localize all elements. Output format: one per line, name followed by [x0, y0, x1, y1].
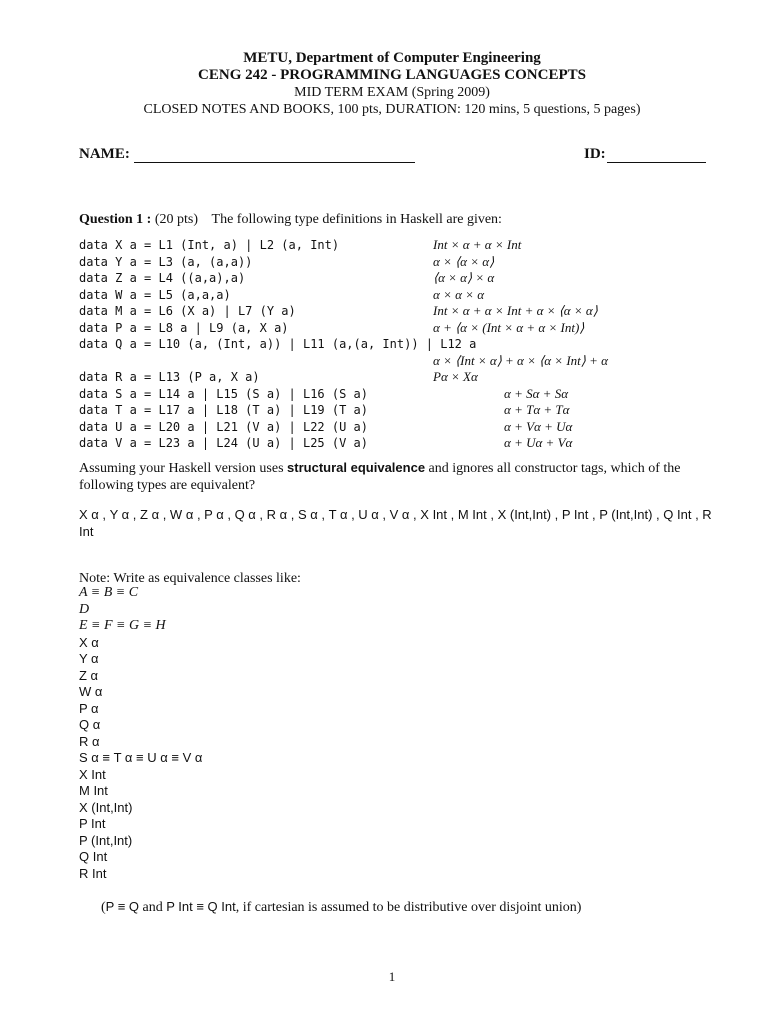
definition-type: Pα × Xα — [433, 369, 478, 384]
definition-type: α + Vα + Uα — [504, 418, 573, 434]
exam-rules: CLOSED NOTES AND BOOKS, 100 pts, DURATION: 120 mins, 5 questions, 5 pages) — [143, 102, 641, 117]
answer-line: X α — [79, 634, 99, 650]
answer-line: Q Int — [79, 849, 108, 864]
name-field-line[interactable] — [134, 162, 415, 163]
definition-type: ⟨α × α⟩ × α — [433, 270, 495, 285]
definition-type: α + Tα + Tα — [504, 402, 570, 417]
definition-code: data S a = L14 a | L15 (S a) | L16 (S a) — [79, 386, 368, 401]
page-number: 1 — [388, 969, 396, 984]
definition-row — [79, 287, 719, 304]
exam-title: MID TERM EXAM (Spring 2009) — [294, 85, 490, 100]
answer-line: Z α — [79, 667, 99, 683]
definition-code: data P a = L8 a | L9 (a, X a) — [79, 320, 289, 335]
definition-row — [79, 336, 719, 353]
question-heading — [79, 212, 502, 228]
prompt-pre: Assuming your Haskell version uses — [79, 461, 288, 476]
definition-row — [79, 435, 719, 452]
footnote-open: ( — [101, 900, 106, 915]
id-label: ID: — [584, 146, 606, 162]
answer-line: S α ≡ T α ≡ U α ≡ V α — [79, 750, 203, 765]
definition-row — [79, 270, 719, 287]
prompt-strong: structural equivalence — [287, 460, 426, 475]
id-field-line[interactable] — [607, 162, 706, 163]
definition-type: α + Sα + Sα — [504, 385, 569, 401]
definition-type: α × ⟨α × α⟩ — [433, 253, 495, 269]
definition-code: data X a = L1 (Int, a) | L2 (a, Int) — [79, 238, 340, 252]
definition-code: data Z a = L4 ((a,a),a) — [79, 271, 246, 285]
question-points: (20 pts) — [154, 212, 199, 227]
definition-row — [79, 353, 719, 370]
definition-type: α + Uα + Vα — [504, 435, 573, 450]
footnote-expr1: P ≡ Q — [105, 899, 140, 914]
name-label: NAME: — [79, 146, 130, 162]
answer-line: Q α — [79, 717, 101, 732]
type-list: X α , Y α , Z α , W α , P α , Q α , R α , S α , T α , U α , V α , X Int , M Int , X (Int,Int) , P Int , P (Int,Int) , Q Int , R Int — [79, 507, 712, 539]
answer-line: P Int — [79, 816, 106, 831]
footnote-expr2: P Int ≡ Q Int — [166, 899, 236, 914]
answer-line: Y α — [79, 651, 99, 666]
exam-header — [0, 50, 768, 118]
footnote-and: and — [139, 900, 167, 915]
course-title: CENG 242 - PROGRAMMING LANGUAGES CONCEPTS — [198, 67, 586, 83]
definition-row — [79, 303, 719, 320]
answer-line: P α — [79, 700, 99, 716]
department-title: METU, Department of Computer Engineering — [243, 50, 541, 66]
note-label: Note: Write as equivalence classes like: — [79, 571, 301, 586]
name-id-row — [79, 146, 706, 166]
answer-line: P (Int,Int) — [79, 832, 133, 848]
definition-code: data Q a = L10 (a, (Int, a)) | L11 (a,(a, Int)) | L12 a — [79, 337, 477, 351]
definition-code: data V a = L23 a | L24 (U a) | L25 (V a) — [79, 436, 368, 450]
question-text: The following type definitions in Haskell are given: — [211, 212, 502, 227]
answer-line: R Int — [79, 865, 107, 881]
footnote — [101, 899, 581, 916]
note-example: E ≡ F ≡ G ≡ H — [79, 618, 166, 633]
note-example: A ≡ B ≡ C — [79, 585, 139, 600]
definition-type: α × ⟨Int × α⟩ + α × ⟨α × Int⟩ + α — [433, 352, 608, 368]
definition-type: Int × α + α × Int + α × ⟨α × α⟩ — [433, 303, 598, 318]
definition-row — [79, 237, 719, 254]
definition-code: data W a = L5 (a,a,a) — [79, 287, 231, 302]
type-definitions — [79, 237, 719, 452]
footnote-rest: , if cartesian is assumed to be distributive over disjoint union) — [235, 900, 582, 915]
definition-row — [79, 369, 719, 386]
definition-code: data Y a = L3 (a, (a,a)) — [79, 254, 253, 269]
definition-row — [79, 402, 719, 419]
prompt-post: and ignores all constructor tags, which of the following types are equivalent? — [79, 461, 681, 493]
question-prompt — [79, 459, 709, 494]
question-label: Question 1 : — [79, 212, 152, 227]
answer-line: X (Int,Int) — [79, 799, 133, 815]
definition-code: data T a = L17 a | L18 (T a) | L19 (T a) — [79, 403, 368, 417]
definition-row — [79, 254, 719, 271]
definition-row — [79, 386, 719, 403]
definition-type: α + ⟨α × (Int × α + α × Int)⟩ — [433, 319, 585, 335]
answer-line: X Int — [79, 766, 106, 782]
answer-line: R α — [79, 733, 100, 749]
definition-row — [79, 320, 719, 337]
answer-line: M Int — [79, 783, 108, 798]
definition-type: Int × α + α × Int — [433, 237, 522, 252]
definition-type: α × α × α — [433, 286, 485, 302]
definition-code: data U a = L20 a | L21 (V a) | L22 (U a) — [79, 419, 368, 434]
definition-code: data R a = L13 (P a, X a) — [79, 370, 260, 384]
note-example: D — [79, 601, 90, 617]
definition-row — [79, 419, 719, 436]
answer-list — [79, 585, 202, 882]
definition-code: data M a = L6 (X a) | L7 (Y a) — [79, 304, 296, 318]
answer-line: W α — [79, 684, 103, 699]
